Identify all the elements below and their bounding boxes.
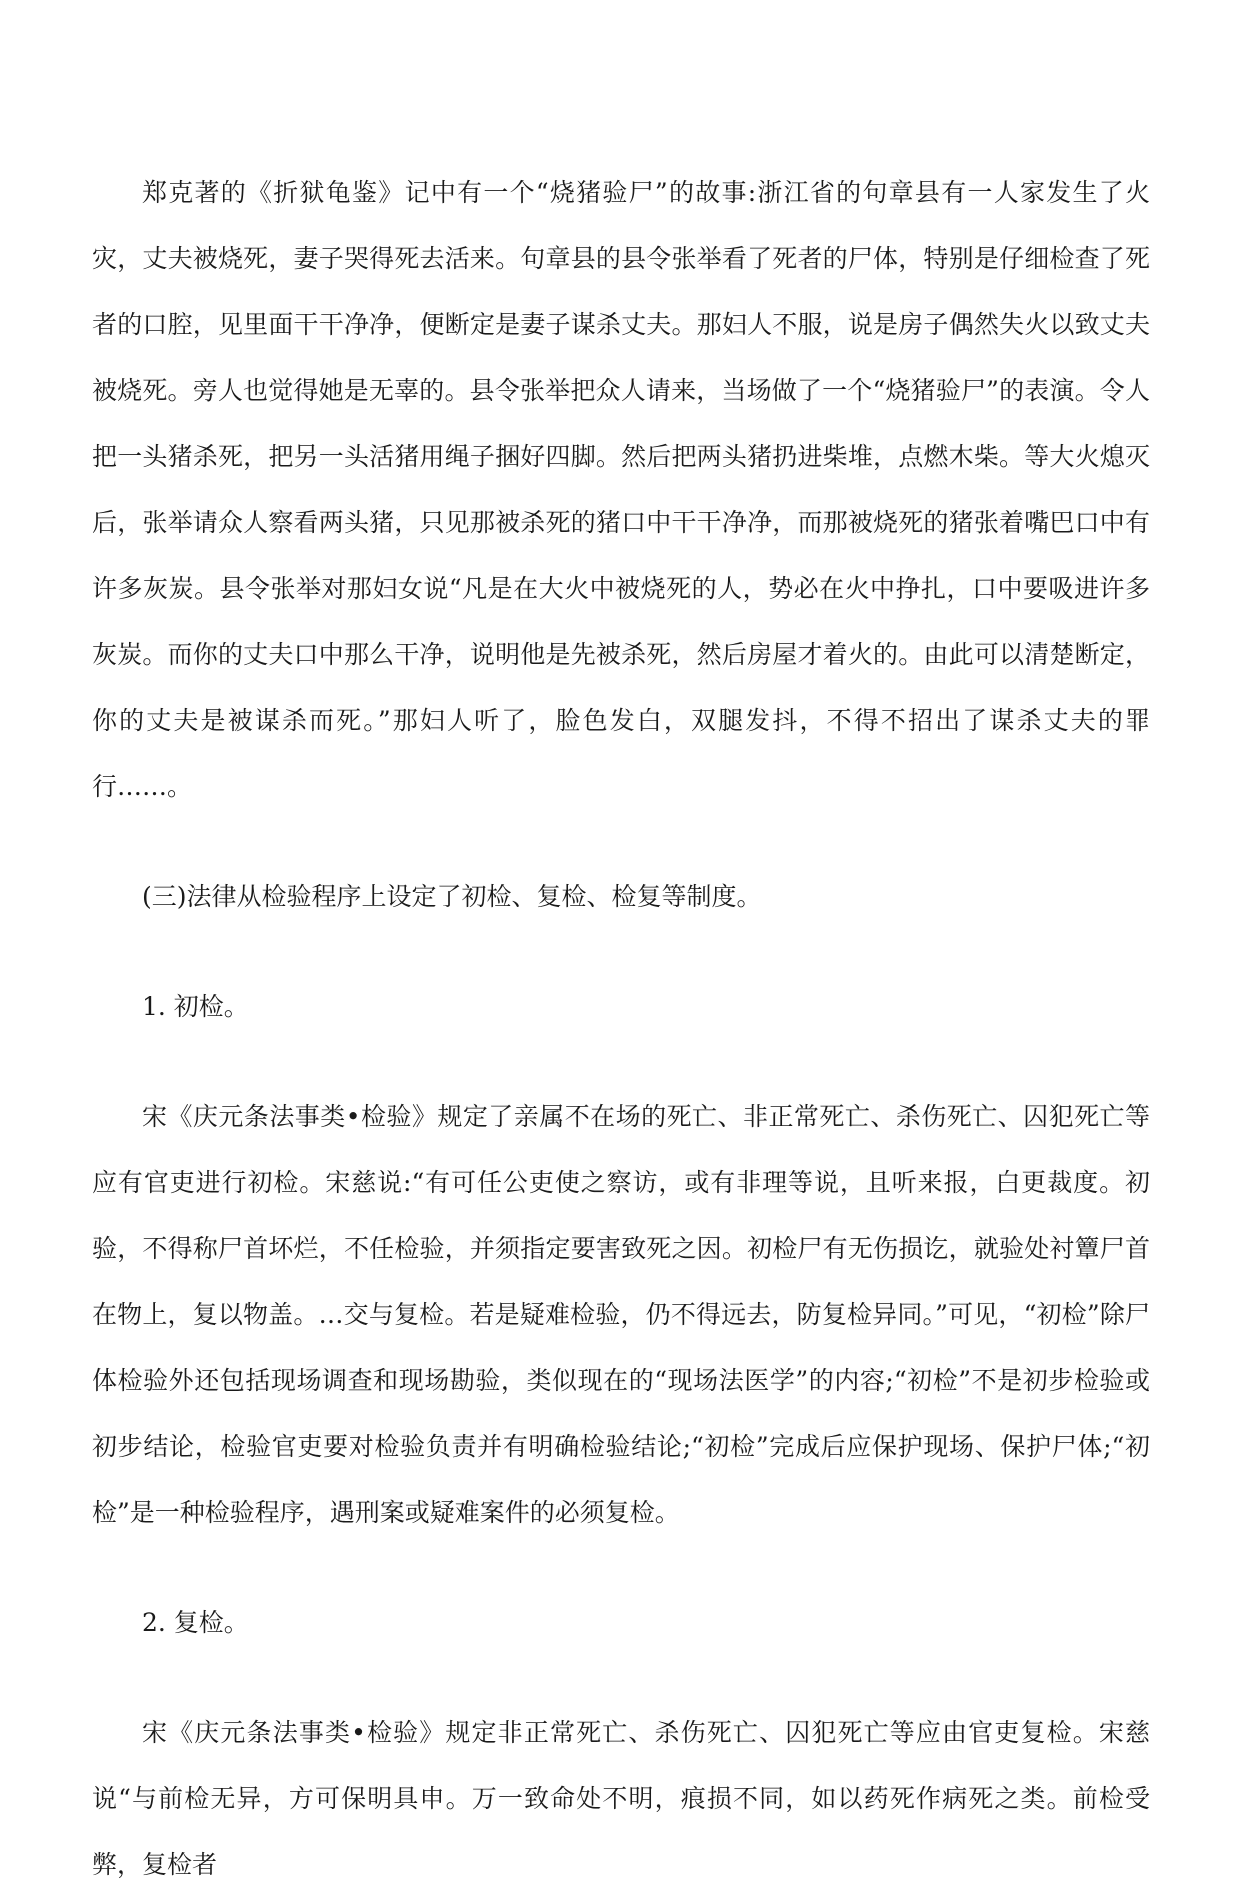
story-paragraph: 郑克著的《折狱龟鉴》记中有一个“烧猪验尸”的故事:浙江省的句章县有一人家发生了火灾，丈夫被烧死，妻子哭得死去活来。句章县的县令张举看了死者的尸体，特别是仔细检查了死者的口腔，见里面干干净净，便断定是妻子谋杀丈夫。那妇人不服，说是房子偶然失火以致丈夫被烧死。旁人也觉得她是无辜的。县令张举把众人请来，当场做了一个“烧猪验尸”的表演。令人把一头猪杀死，把另一头活猪用绳子捆好四脚。然后把两头猪扔进柴堆，点燃木柴。等大火熄灭后，张举请众人察看两头猪，只见那被杀死的猪口中干干净净，而那被烧死的猪张着嘴巴口中有许多灰炭。县令张举对那妇女说“凡是在大火中被烧死的人，势必在火中挣扎，口中要吸进许多灰炭。而你的丈夫口中那么干净，说明他是先被杀死，然后房屋才着火的。由此可以清楚断定，你的丈夫是被谋杀而死。”那妇人听了，脸色发白，双腿发抖，不得不招出了谋杀丈夫的罪行……。 xyxy=(92,178,1150,801)
sub-heading-re-inspection: 2. 复检。 xyxy=(142,1608,249,1637)
sub-heading-initial-inspection: 1. 初检。 xyxy=(142,992,249,1021)
paragraph-spacer xyxy=(92,1656,1150,1700)
document-page xyxy=(92,160,1150,1898)
section-heading: (三)法律从检验程序上设定了初检、复检、检复等制度。 xyxy=(142,882,762,911)
paragraph-spacer xyxy=(92,1040,1150,1084)
initial-inspection-paragraph: 宋《庆元条法事类•检验》规定了亲属不在场的死亡、非正常死亡、杀伤死亡、囚犯死亡等应有官吏进行初检。宋慈说:“有可任公吏使之察访，或有非理等说，且听来报，白更裁度。初验，不得称尸首坏烂，不任检验，并须指定要害致死之因。初检尸有无伤损讫，就验处衬簟尸首在物上，复以物盖。…交与复检。若是疑难检验，仍不得远去，防复检异同。”可见，“初检”除尸体检验外还包括现场调查和现场勘验，类似现在的“现场法医学”的内容;“初检”不是初步检验或初步结论，检验官吏要对检验负责并有明确检验结论;“初检”完成后应保护现场、保护尸体;“初检”是一种检验程序，遇刑案或疑难案件的必须复检。 xyxy=(92,1102,1150,1527)
paragraph-spacer xyxy=(92,930,1150,974)
paragraph-spacer xyxy=(92,820,1150,864)
paragraph-spacer xyxy=(92,1546,1150,1590)
re-inspection-paragraph: 宋《庆元条法事类•检验》规定非正常死亡、杀伤死亡、囚犯死亡等应由官吏复检。宋慈说“与前检无异，方可保明具申。万一致命处不明，痕损不同，如以药死作病死之类。前检受弊，复检者 xyxy=(92,1718,1150,1879)
